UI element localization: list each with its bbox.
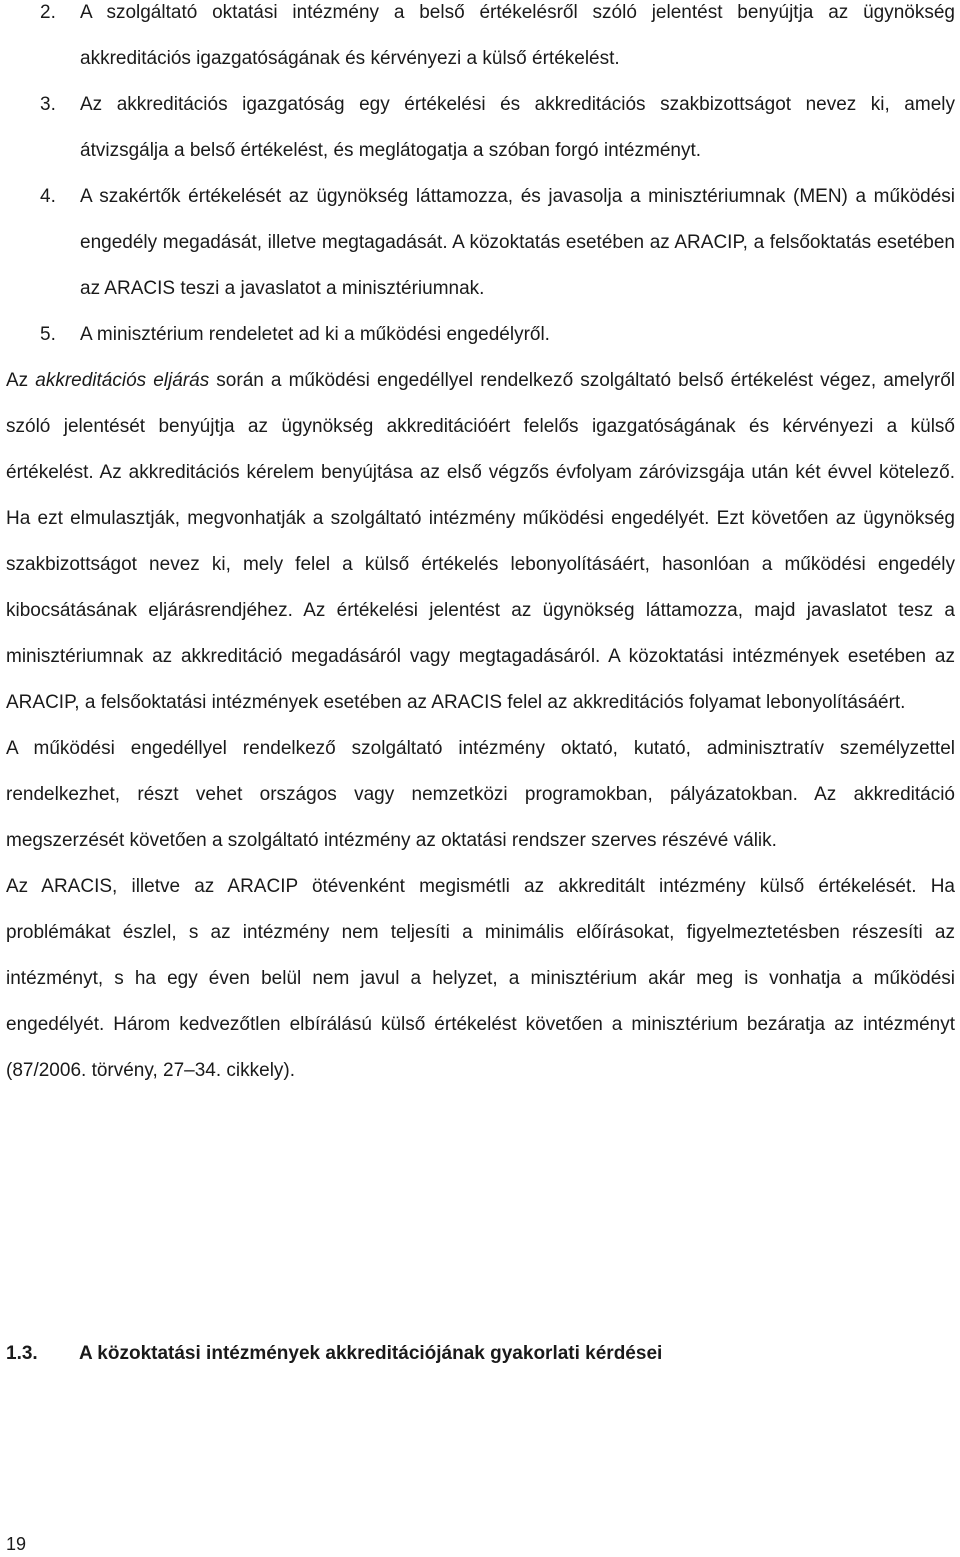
paragraph-text: Az <box>6 370 36 391</box>
procedure-steps-list <box>0 0 955 358</box>
list-item-number: 4. <box>40 186 56 207</box>
list-item-number: 3. <box>40 94 56 115</box>
list-item <box>0 174 955 312</box>
emphasized-term: akkreditációs eljárás <box>35 370 210 391</box>
paragraph-accreditation-procedure <box>6 358 955 726</box>
list-item-text: A minisztérium rendeletet ad ki a működési engedélyről. <box>80 324 550 345</box>
body-paragraphs <box>6 358 955 1140</box>
section-heading <box>6 1341 662 1367</box>
list-item-number: 5. <box>40 324 56 345</box>
list-item-text: A szakértők értékelését az ügynökség láttamozza, és javasolja a minisztériumnak (MEN) a működési engedély megadását, illetve megtagadását. A közoktatás esetében az ARACIP, a felsőoktatás esetében az ARACIS teszi a javaslatot a minisztériumnak. <box>80 186 955 299</box>
list-item <box>0 82 955 174</box>
page-number: 19 <box>6 1534 27 1554</box>
list-item <box>0 312 955 358</box>
list-item-text: Az akkreditációs igazgatóság egy értékelési és akkreditációs szakbizottságot nevez ki, amely átvizsgálja a belső értékelést, és meglátogatja a szóban forgó intézményt. <box>80 94 955 161</box>
paragraph-staff-and-programs: A működési engedéllyel rendelkező szolgáltató intézmény oktató, kutató, adminisztratív személyzettel rendelkezhet, részt vehet országos vagy nemzetközi programokban, pályázatokban. Az akkreditáció megszerzését követően a szolgáltató intézmény az oktatási rendszer szerves részévé válik. <box>6 738 955 851</box>
section-number: 1.3. <box>6 1343 38 1364</box>
list-item-number: 2. <box>40 2 56 23</box>
section-title: A közoktatási intézmények akkreditációjának gyakorlati kérdései <box>79 1343 663 1364</box>
paragraph-text: során a működési engedéllyel rendelkező szolgáltató belső értékelést végez, amelyről szóló jelentését benyújtja az ügynökség akkreditációért felelős igazgatóságának és kérvényezi a külső értékelést. Az akkreditációs kérelem benyújtása az első végzős évfolyam záróvizsgája után két évvel kötelező. Ha ezt elmulasztják, megvonhatják a szolgáltató intézmény működési engedélyét. Ezt követően az ügynökség szakbizottságot nevez ki, mely felel a külső értékelés lebonyolításáért, hasonlóan a működési engedély kibocsátásának eljárásrendjéhez. Az értékelési jelentést az ügynökség láttamozza, majd javaslatot tesz a minisztériumnak az akkreditáció megadásáról vagy megtagadásáról. A közoktatási intézmények esetében az ARACIP, a felsőoktatási intézmények esetében az ARACIS felel az akkreditációs folyamat lebonyolításáért. <box>6 370 956 713</box>
list-item <box>0 0 955 82</box>
list-item-text: A szolgáltató oktatási intézmény a belső értékelésről szóló jelentést benyújtja az ügynökség akkreditációs igazgatóságának és kérvényezi a külső értékelést. <box>80 2 955 69</box>
paragraph-reevaluation: Az ARACIS, illetve az ARACIP ötévenként megismétli az akkreditált intézmény külső értékelését. Ha problémákat észlel, s az intézmény nem teljesíti a minimális előírásokat, figyelmeztetésben részesíti az intézményt, s ha egy éven belül nem javul a helyzet, a minisztérium akár meg is vonhatja a működési engedélyét. Három kedvezőtlen elbírálású külső értékelést követően a minisztérium bezáratja az intézményt (87/2006. törvény, 27–34. cikkely). <box>6 876 955 1081</box>
